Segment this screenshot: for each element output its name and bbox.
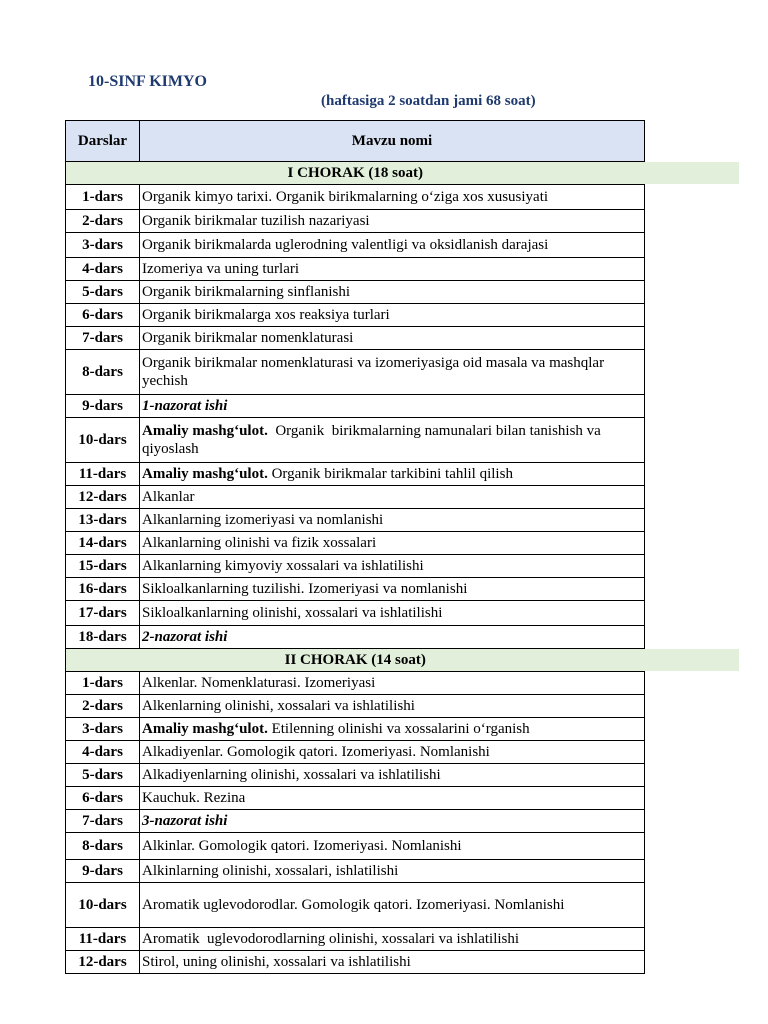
lesson-topic-text: Organik birikmalarga xos reaksiya turlari [142, 307, 390, 323]
practical-label: Amaliy mashgʻulot. [142, 466, 268, 482]
table-row [66, 418, 645, 463]
table-row [66, 327, 645, 350]
lesson-topic [140, 883, 645, 928]
lesson-topic [140, 555, 645, 578]
lesson-topic-text: Organik birikmalar nomenklaturasi va izomeriyasiga oid masala va mashqlar yechish [142, 355, 608, 389]
lesson-number: 4-dars [66, 258, 140, 281]
practical-label: Amaliy mashgʻulot. [142, 721, 268, 737]
table-row [66, 718, 645, 741]
lesson-plan-table [65, 120, 645, 974]
lesson-number: 14-dars [66, 532, 140, 555]
lesson-topic-text: Alkanlarning kimyoviy xossalari va ishlatilishi [142, 558, 424, 574]
lesson-topic-text: 2-nazorat ishi [142, 629, 228, 645]
table-row [66, 951, 645, 974]
lesson-topic [140, 741, 645, 764]
lesson-number: 2-dars [66, 210, 140, 233]
lesson-number: 6-dars [66, 787, 140, 810]
lesson-topic-text: Alkanlar [142, 489, 195, 505]
lesson-number: 7-dars [66, 810, 140, 833]
lesson-topic [140, 258, 645, 281]
lesson-number: 8-dars [66, 350, 140, 395]
lesson-topic [140, 695, 645, 718]
lesson-topic-text: Organik birikmalarda uglerodning valentligi va oksidlanish darajasi [142, 237, 549, 253]
lesson-topic-text: Kauchuk. Rezina [142, 790, 246, 806]
section-row [66, 649, 645, 672]
lesson-number: 2-dars [66, 695, 140, 718]
lesson-topic-text: Alkanlarning izomeriyasi va nomlanishi [142, 512, 384, 528]
lesson-topic [140, 578, 645, 601]
section-title: I CHORAK (18 soat) [66, 162, 645, 185]
table-row [66, 833, 645, 860]
lesson-number: 3-dars [66, 718, 140, 741]
lesson-topic-text: Etilenning olinishi va xossalarini oʻrganish [267, 721, 530, 737]
lesson-topic [140, 928, 645, 951]
table-row [66, 233, 645, 258]
lesson-number: 11-dars [66, 463, 140, 486]
lesson-topic [140, 718, 645, 741]
table-row [66, 532, 645, 555]
lesson-number: 5-dars [66, 764, 140, 787]
lesson-topic-text: Sikloalkanlarning olinishi, xossalari va ishlatilishi [142, 605, 443, 621]
lesson-number: 5-dars [66, 281, 140, 304]
lesson-topic-text: 3-nazorat ishi [142, 813, 228, 829]
lesson-topic [140, 764, 645, 787]
table-row [66, 281, 645, 304]
lesson-topic [140, 509, 645, 532]
lesson-topic [140, 210, 645, 233]
lesson-topic-text: Organik kimyo tarixi. Organik birikmalarning oʻziga xos xususiyati [142, 189, 549, 205]
lesson-topic-text: Organik birikmalarning sinflanishi [142, 284, 351, 300]
lesson-topic [140, 486, 645, 509]
section-band-extension [645, 162, 739, 184]
lesson-topic [140, 787, 645, 810]
lesson-topic [140, 601, 645, 626]
document-title: 10-SINF KIMYO [88, 73, 207, 90]
lesson-topic-text: Organik birikmalarning namunalari bilan tanishish va qiyoslash [142, 423, 605, 457]
lesson-number: 18-dars [66, 626, 140, 649]
lesson-topic [140, 281, 645, 304]
lesson-number: 4-dars [66, 741, 140, 764]
lesson-topic [140, 833, 645, 860]
table-row [66, 672, 645, 695]
lesson-topic-text: Organik birikmalar tarkibini tahlil qilish [267, 466, 513, 482]
lesson-topic-text: Izomeriya va uning turlari [142, 261, 300, 277]
table-row [66, 486, 645, 509]
lesson-number: 16-dars [66, 578, 140, 601]
lesson-number: 7-dars [66, 327, 140, 350]
lesson-number: 9-dars [66, 860, 140, 883]
table-row [66, 555, 645, 578]
table-row [66, 741, 645, 764]
lesson-number: 13-dars [66, 509, 140, 532]
table-row [66, 787, 645, 810]
section-band-extension [645, 649, 739, 671]
lesson-number: 15-dars [66, 555, 140, 578]
lesson-topic [140, 350, 645, 395]
lesson-topic [140, 626, 645, 649]
lesson-number: 9-dars [66, 395, 140, 418]
lesson-number: 12-dars [66, 486, 140, 509]
header-topic: Mavzu nomi [140, 121, 645, 162]
lesson-topic-text: Alkenlar. Nomenklaturasi. Izomeriyasi [142, 675, 376, 691]
lesson-topic [140, 395, 645, 418]
table-row [66, 578, 645, 601]
lesson-topic-text: Organik birikmalar tuzilish nazariyasi [142, 213, 370, 229]
lesson-topic [140, 532, 645, 555]
table-row [66, 258, 645, 281]
lesson-number: 3-dars [66, 233, 140, 258]
lesson-topic [140, 327, 645, 350]
header-lessons: Darslar [66, 121, 140, 162]
table-row [66, 350, 645, 395]
lesson-topic [140, 951, 645, 974]
lesson-topic-text: Alkadiyenlarning olinishi, xossalari va ishlatilishi [142, 767, 441, 783]
table-row [66, 601, 645, 626]
lesson-topic-text: 1-nazorat ishi [142, 398, 228, 414]
table-header-row [66, 121, 645, 162]
table-row [66, 883, 645, 928]
table-row [66, 810, 645, 833]
lesson-topic-text: Stirol, uning olinishi, xossalari va ishlatilishi [142, 954, 411, 970]
lesson-topic-text: Alkenlarning olinishi, xossalari va ishlatilishi [142, 698, 415, 714]
lesson-number: 10-dars [66, 883, 140, 928]
section-title: II CHORAK (14 soat) [66, 649, 645, 672]
table-row [66, 860, 645, 883]
lesson-number: 11-dars [66, 928, 140, 951]
lesson-number: 10-dars [66, 418, 140, 463]
lesson-number: 8-dars [66, 833, 140, 860]
lesson-number: 6-dars [66, 304, 140, 327]
lesson-topic [140, 233, 645, 258]
lesson-topic-text: Sikloalkanlarning tuzilishi. Izomeriyasi va nomlanishi [142, 581, 468, 597]
lesson-topic-text: Aromatik uglevodorodlarning olinishi, xossalari va ishlatilishi [142, 931, 520, 947]
table-row [66, 463, 645, 486]
table-row [66, 626, 645, 649]
lesson-topic [140, 860, 645, 883]
lesson-topic [140, 304, 645, 327]
lesson-number: 1-dars [66, 185, 140, 210]
lesson-topic [140, 185, 645, 210]
lesson-number: 1-dars [66, 672, 140, 695]
table-row [66, 185, 645, 210]
table-row [66, 695, 645, 718]
lesson-topic [140, 418, 645, 463]
lesson-topic-text: Aromatik uglevodorodlar. Gomologik qatori. Izomeriyasi. Nomlanishi [142, 897, 565, 913]
lesson-topic [140, 672, 645, 695]
lesson-number: 12-dars [66, 951, 140, 974]
lesson-topic [140, 810, 645, 833]
lesson-topic-text: Alkadiyenlar. Gomologik qatori. Izomeriyasi. Nomlanishi [142, 744, 490, 760]
lesson-topic-text: Alkinlarning olinishi, xossalari, ishlatilishi [142, 863, 399, 879]
lesson-number: 17-dars [66, 601, 140, 626]
table-row [66, 928, 645, 951]
table-body [66, 162, 645, 974]
table-row [66, 304, 645, 327]
lesson-topic-text: Alkanlarning olinishi va fizik xossalari [142, 535, 377, 551]
table-row [66, 395, 645, 418]
lesson-topic-text: Organik birikmalar nomenklaturasi [142, 330, 354, 346]
lesson-topic-text: Alkinlar. Gomologik qatori. Izomeriyasi. Nomlanishi [142, 838, 462, 854]
section-row [66, 162, 645, 185]
table-row [66, 509, 645, 532]
practical-label: Amaliy mashgʻulot. [142, 423, 268, 439]
table-row [66, 764, 645, 787]
document-subtitle: (haftasiga 2 soatdan jami 68 soat) [321, 93, 536, 109]
lesson-topic [140, 463, 645, 486]
table-row [66, 210, 645, 233]
